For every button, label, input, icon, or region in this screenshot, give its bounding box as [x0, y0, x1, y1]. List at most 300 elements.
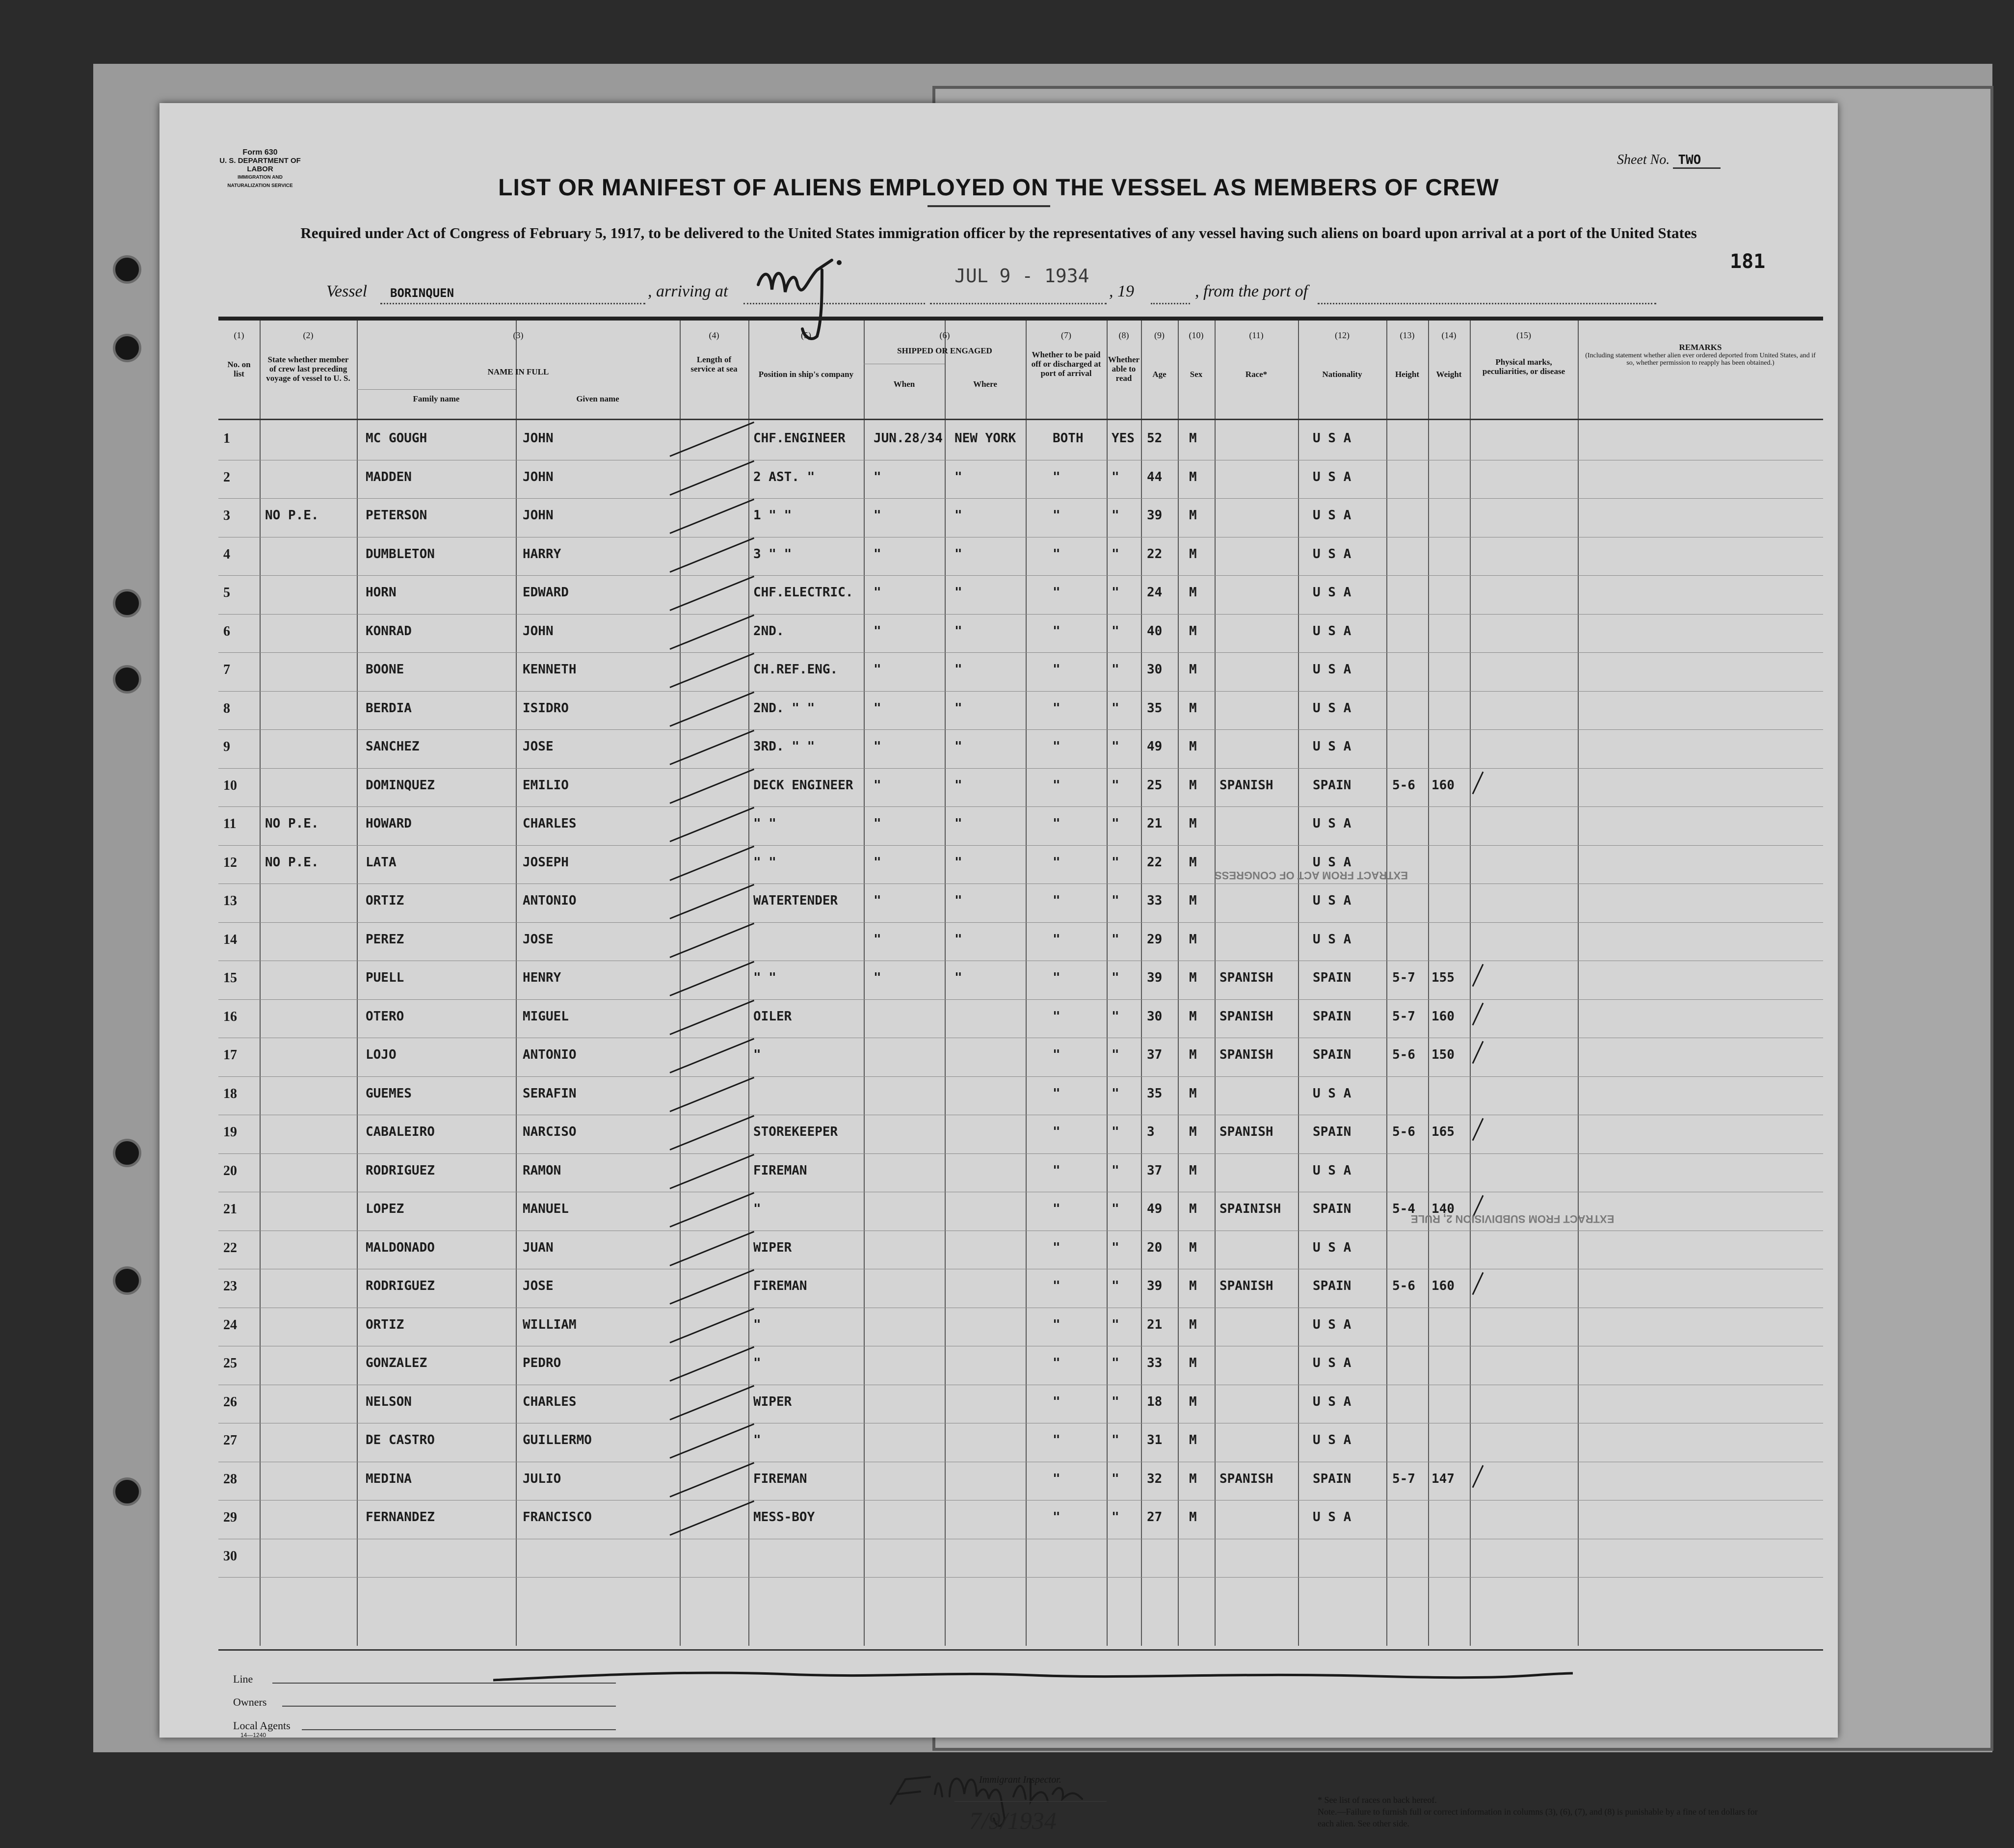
cell-position: WIPER [753, 1240, 792, 1255]
cell-age: 21 [1147, 1317, 1163, 1332]
cell-given-name: MIGUEL [523, 1009, 569, 1024]
cell-able-to-read: " [1112, 546, 1119, 562]
length-of-service-mark [669, 1308, 754, 1343]
cell-age: 35 [1147, 1086, 1163, 1101]
cell-family-name: LOJO [366, 1047, 397, 1062]
cell-age: 39 [1147, 970, 1163, 985]
length-of-service-mark [669, 961, 754, 996]
cell-able-to-read: " [1112, 585, 1119, 600]
cell-family-name: PETERSON [366, 508, 427, 523]
table-row [218, 537, 1823, 575]
cell-list-number: 19 [223, 1125, 237, 1140]
cell-able-to-read: " [1112, 932, 1119, 947]
cell-paid-off: " [1053, 970, 1060, 985]
cell-shipped-when: " [874, 893, 881, 908]
inspector-signature [876, 1760, 1121, 1848]
length-of-service-mark [669, 1462, 754, 1497]
row-rule [218, 1577, 1823, 1578]
cell-nationality: U S A [1313, 508, 1352, 523]
cell-age: 22 [1147, 855, 1163, 870]
cell-able-to-read: " [1112, 1163, 1119, 1178]
length-of-service-mark [669, 576, 754, 611]
cell-able-to-read: " [1112, 1125, 1119, 1139]
cell-position: " [753, 1202, 761, 1216]
header-bottom-rule [218, 419, 1823, 420]
cell-family-name: DOMINQUEZ [366, 777, 435, 793]
cell-race: SPANISH [1219, 1279, 1273, 1293]
cell-able-to-read: " [1112, 1356, 1119, 1370]
cell-position: CH.REF.ENG. [753, 662, 838, 677]
length-of-service-mark [669, 807, 754, 842]
cell-able-to-read: " [1112, 1433, 1119, 1447]
inspector-date: 7/9/1934 [969, 1807, 1057, 1834]
cell-given-name: FRANCISCO [523, 1510, 592, 1525]
cell-list-number: 25 [223, 1356, 237, 1371]
cell-sex: M [1189, 1433, 1197, 1447]
cell-weight: 160 [1431, 777, 1455, 793]
cell-sex: M [1189, 1356, 1197, 1370]
cell-family-name: MADDEN [366, 469, 412, 484]
cell-list-number: 18 [223, 1086, 237, 1101]
cell-given-name: JOHN [523, 431, 554, 446]
table-row [218, 845, 1823, 884]
cell-nationality: SPAIN [1313, 1125, 1352, 1139]
line-rule [272, 1683, 616, 1684]
cell-age: 25 [1147, 777, 1163, 793]
cell-paid-off: " [1053, 1202, 1060, 1216]
cell-height: 5-6 [1392, 1279, 1415, 1293]
cell-family-name: PUELL [366, 970, 404, 985]
check-mark [1472, 1002, 1484, 1025]
cell-family-name: SANCHEZ [366, 739, 420, 754]
cell-sex: M [1189, 1510, 1197, 1525]
column-number: (4) [709, 330, 719, 340]
cell-family-name: NELSON [366, 1394, 412, 1409]
cell-paid-off: " [1053, 855, 1060, 870]
cell-shipped-where: " [954, 623, 962, 639]
form-number: Form 630 [242, 148, 278, 157]
cell-paid-off: " [1053, 1394, 1060, 1409]
cell-able-to-read: " [1112, 1317, 1119, 1332]
column-number: (7) [1061, 330, 1071, 340]
vessel-label: Vessel [326, 282, 368, 300]
cell-family-name: LOPEZ [366, 1202, 404, 1216]
year-label: , 19 [1109, 282, 1134, 300]
header-shipped-or-engaged: SHIPPED OR ENGAGED [897, 346, 992, 355]
page-title: LIST OR MANIFEST OF ALIENS EMPLOYED ON THE VESSEL AS MEMBERS OF CREW [498, 175, 1499, 201]
cell-sex: M [1189, 508, 1197, 523]
cell-position: WATERTENDER [753, 893, 838, 908]
cell-given-name: JOSEPH [523, 855, 569, 870]
cell-family-name: HORN [366, 585, 397, 600]
cell-paid-off: " [1053, 1317, 1060, 1332]
cell-race: SPANISH [1219, 1047, 1273, 1062]
footer [218, 1649, 1823, 1739]
cell-age: 37 [1147, 1163, 1163, 1178]
cell-nationality: U S A [1313, 893, 1352, 908]
cell-age: 22 [1147, 546, 1163, 562]
cell-given-name: ANTONIO [523, 1047, 577, 1062]
header-paid-off: Whether to be paid off or discharged at port of arrival [1031, 350, 1101, 378]
cell-family-name: BERDIA [366, 700, 412, 716]
cell-able-to-read: " [1112, 855, 1119, 870]
cell-age: 18 [1147, 1394, 1163, 1409]
cell-shipped-when: " [874, 739, 881, 754]
cell-race: SPANISH [1219, 1471, 1273, 1486]
cell-nationality: U S A [1313, 1433, 1352, 1447]
cell-weight: 160 [1431, 1009, 1455, 1024]
cell-nationality: U S A [1313, 816, 1352, 831]
cell-given-name: KENNETH [523, 662, 577, 677]
sheet-label: Sheet No. [1617, 152, 1670, 167]
header-length-of-service: Length of service at sea [690, 355, 738, 374]
cell-given-name: JOHN [523, 623, 554, 639]
length-of-service-mark [669, 999, 754, 1035]
cell-nationality: U S A [1313, 623, 1352, 639]
cell-age: 27 [1147, 1510, 1163, 1525]
cell-race: SPANISH [1219, 970, 1273, 985]
cell-paid-off: " [1053, 1163, 1060, 1178]
cell-paid-off: " [1053, 508, 1060, 523]
table-row [218, 421, 1823, 459]
table-row [218, 575, 1823, 614]
cell-shipped-where: NEW YORK [954, 431, 1016, 446]
cell-able-to-read: " [1112, 700, 1119, 716]
title-underline [928, 205, 1050, 207]
cell-race: SPANISH [1219, 777, 1273, 793]
cell-family-name: RODRIGUEZ [366, 1163, 435, 1178]
table-row [218, 1385, 1823, 1423]
cell-sex: M [1189, 1047, 1197, 1062]
table-row [218, 1462, 1823, 1500]
cell-shipped-where: " [954, 932, 962, 947]
page-subtitle: Required under Act of Congress of February 5, 1917, to be delivered to the United States immigration officer by the representatives of any vessel having such aliens on board upon arrival at a port of the United States [300, 224, 1697, 241]
table-row [218, 884, 1823, 922]
cell-weight: 165 [1431, 1125, 1455, 1139]
cell-race: SPANISH [1219, 1125, 1273, 1139]
cell-position: " " [753, 816, 776, 831]
cell-able-to-read: YES [1112, 431, 1135, 446]
table-row [218, 999, 1823, 1038]
column-number: (5) [801, 330, 811, 340]
cell-sex: M [1189, 1202, 1197, 1216]
cell-age: 39 [1147, 1279, 1163, 1293]
length-of-service-mark [669, 1192, 754, 1228]
cell-given-name: JOSE [523, 932, 554, 947]
cell-sex: M [1189, 932, 1197, 947]
table-row [218, 1115, 1823, 1153]
cell-prior-voyage-note: NO P.E. [265, 855, 319, 870]
vessel-line [326, 282, 1794, 307]
cell-shipped-when: " [874, 970, 881, 985]
cell-position: " [753, 1356, 761, 1370]
cell-able-to-read: " [1112, 1471, 1119, 1486]
cell-age: 33 [1147, 893, 1163, 908]
header-physical-marks: Physical marks, peculiarities, or disease [1482, 357, 1565, 376]
table-row [218, 1346, 1823, 1384]
agents-form-number: 14—1240 [240, 1732, 266, 1739]
cell-family-name: ORTIZ [366, 893, 404, 908]
vessel-name: BORINQUEN [390, 286, 454, 300]
cell-given-name: JUAN [523, 1240, 554, 1255]
cell-paid-off: " [1053, 1279, 1060, 1293]
cell-age: 33 [1147, 1356, 1163, 1370]
cell-age: 49 [1147, 1202, 1163, 1216]
cell-list-number: 26 [223, 1394, 237, 1410]
cell-shipped-when: " [874, 700, 881, 716]
cell-sex: M [1189, 1394, 1197, 1409]
cell-given-name: ISIDRO [523, 700, 569, 716]
punch-hole [113, 1477, 141, 1506]
cell-position: FIREMAN [753, 1163, 807, 1178]
cell-nationality: U S A [1313, 431, 1352, 446]
cell-nationality: SPAIN [1313, 1471, 1352, 1486]
cell-shipped-when: " [874, 546, 881, 562]
length-of-service-mark [669, 1269, 754, 1305]
cell-list-number: 1 [223, 431, 230, 446]
cell-age: 49 [1147, 739, 1163, 754]
cell-able-to-read: " [1112, 1202, 1119, 1216]
table-row [218, 1539, 1823, 1577]
cell-nationality: U S A [1313, 739, 1352, 754]
cell-sex: M [1189, 1163, 1197, 1178]
cell-sex: M [1189, 1317, 1197, 1332]
cell-weight: 140 [1431, 1202, 1455, 1216]
check-mark [1472, 1465, 1484, 1488]
cell-list-number: 7 [223, 662, 230, 677]
manifest-sheet [159, 103, 1838, 1834]
header-where: Where [973, 379, 997, 389]
cell-shipped-when: JUN.28/34 [874, 431, 943, 446]
length-of-service-mark [669, 1385, 754, 1420]
header-age: Age [1152, 370, 1166, 379]
cell-paid-off: " [1053, 662, 1060, 677]
cell-age: 44 [1147, 469, 1163, 484]
cell-height: 5-4 [1392, 1202, 1415, 1216]
cell-paid-off: " [1053, 1009, 1060, 1024]
cell-able-to-read: " [1112, 1279, 1119, 1293]
cell-sex: M [1189, 623, 1197, 639]
cell-age: 39 [1147, 508, 1163, 523]
header-weight: Weight [1436, 370, 1462, 379]
cell-given-name: MANUEL [523, 1202, 569, 1216]
table-row [218, 961, 1823, 999]
cell-nationality: U S A [1313, 1356, 1352, 1370]
cell-given-name: GUILLERMO [523, 1433, 592, 1447]
cell-position: " " [753, 970, 776, 985]
cell-list-number: 28 [223, 1471, 237, 1487]
cell-weight: 160 [1431, 1279, 1455, 1293]
cell-given-name: EMILIO [523, 777, 569, 793]
cell-list-number: 2 [223, 469, 230, 485]
table-row [218, 729, 1823, 768]
cell-family-name: CABALEIRO [366, 1125, 435, 1139]
cell-paid-off: " [1053, 700, 1060, 716]
owners-rule [282, 1706, 616, 1707]
cell-able-to-read: " [1112, 469, 1119, 484]
cell-nationality: U S A [1313, 1163, 1352, 1178]
cell-position: 3 " " [753, 546, 792, 562]
table-row [218, 768, 1823, 806]
cell-able-to-read: " [1112, 508, 1119, 523]
cell-weight: 147 [1431, 1471, 1455, 1486]
column-number: (9) [1154, 330, 1165, 340]
cell-able-to-read: " [1112, 1394, 1119, 1409]
table-row [218, 1423, 1823, 1461]
cell-given-name: WILLIAM [523, 1317, 577, 1332]
cell-paid-off: " [1053, 623, 1060, 639]
table-row [218, 1308, 1823, 1346]
local-agents-label: Local Agents [233, 1719, 291, 1732]
check-mark [1472, 1272, 1484, 1295]
inspector-label: Immigrant Inspector. [979, 1774, 1061, 1785]
cell-given-name: PEDRO [523, 1356, 561, 1370]
cell-sex: M [1189, 1279, 1197, 1293]
length-of-service-mark [669, 884, 754, 919]
cell-shipped-when: " [874, 662, 881, 677]
cell-age: 31 [1147, 1433, 1163, 1447]
cell-list-number: 12 [223, 855, 237, 870]
check-mark [1472, 1118, 1484, 1141]
length-of-service-mark [669, 499, 754, 534]
header-family-name: Family name [413, 394, 460, 403]
remarks-title: REMARKS [1679, 343, 1722, 352]
length-of-service-mark [669, 922, 754, 958]
header-name-in-full: NAME IN FULL [487, 367, 549, 376]
cell-paid-off: " [1053, 546, 1060, 562]
sheet-number [1617, 152, 1721, 168]
cell-height: 5-6 [1392, 1047, 1415, 1062]
check-mark [1472, 771, 1484, 794]
cell-paid-off: " [1053, 469, 1060, 484]
footer-notes [1318, 1794, 1759, 1829]
cell-family-name: MC GOUGH [366, 431, 427, 446]
cell-family-name: LATA [366, 855, 397, 870]
cell-position: 2ND. " " [753, 700, 815, 716]
cell-shipped-where: " [954, 970, 962, 985]
cell-sex: M [1189, 816, 1197, 831]
cell-height: 5-7 [1392, 1471, 1415, 1486]
header-sex: Sex [1190, 370, 1203, 379]
length-of-service-mark [669, 691, 754, 726]
column-number: (2) [303, 330, 314, 340]
length-of-service-mark [669, 768, 754, 803]
cell-sex: M [1189, 893, 1197, 908]
cell-age: 20 [1147, 1240, 1163, 1255]
cell-given-name: NARCISO [523, 1125, 577, 1139]
cell-shipped-where: " [954, 469, 962, 484]
cell-sex: M [1189, 777, 1197, 793]
cell-age: 30 [1147, 662, 1163, 677]
table-row [218, 614, 1823, 652]
cell-list-number: 14 [223, 932, 237, 947]
cell-given-name: JOHN [523, 469, 554, 484]
cell-family-name: RODRIGUEZ [366, 1279, 435, 1293]
owners-label: Owners [233, 1696, 267, 1708]
cell-weight: 155 [1431, 970, 1455, 985]
page-number: 181 [1730, 250, 1766, 273]
cell-race: SPANISH [1219, 1009, 1273, 1024]
cell-family-name: DUMBLETON [366, 546, 435, 562]
cell-nationality: U S A [1313, 1086, 1352, 1101]
table-row [218, 1231, 1823, 1269]
cell-family-name: OTERO [366, 1009, 404, 1024]
table-row [218, 1076, 1823, 1115]
column-number: (12) [1335, 330, 1350, 340]
cell-list-number: 13 [223, 893, 237, 909]
cell-position: MESS-BOY [753, 1510, 815, 1525]
vessel-dotline [380, 303, 645, 304]
cell-able-to-read: " [1112, 662, 1119, 677]
cell-list-number: 29 [223, 1510, 237, 1525]
cell-list-number: 5 [223, 585, 230, 600]
cell-shipped-where: " [954, 816, 962, 831]
bleed-through-text: EXTRACT FROM SUBDIVISION 2, RULE [1411, 1213, 1615, 1225]
cell-age: 52 [1147, 431, 1163, 446]
check-mark [1472, 1041, 1484, 1064]
remarks-note: (Including statement whether alien ever ordered deported from United States, and if so, whether permission to reapply has been obtained.) [1585, 352, 1816, 367]
cell-nationality: SPAIN [1313, 1009, 1352, 1024]
cell-shipped-when: " [874, 585, 881, 600]
cell-family-name: MEDINA [366, 1471, 412, 1486]
cell-able-to-read: " [1112, 777, 1119, 793]
cell-able-to-read: " [1112, 739, 1119, 754]
length-of-service-mark [669, 1500, 754, 1536]
cell-nationality: U S A [1313, 1240, 1352, 1255]
cell-able-to-read: " [1112, 816, 1119, 831]
cell-shipped-when: " [874, 623, 881, 639]
cell-able-to-read: " [1112, 1086, 1119, 1101]
length-of-service-mark [669, 1231, 754, 1266]
cell-sex: M [1189, 970, 1197, 985]
length-of-service-mark [669, 1076, 754, 1112]
cell-given-name: RAMON [523, 1163, 561, 1178]
cell-position: CHF.ELECTRIC. [753, 585, 853, 600]
cell-paid-off: BOTH [1053, 431, 1084, 446]
cell-sex: M [1189, 546, 1197, 562]
header-remarks [1583, 343, 1818, 367]
cell-list-number: 30 [223, 1548, 237, 1564]
cell-nationality: U S A [1313, 546, 1352, 562]
cell-prior-voyage-note: NO P.E. [265, 508, 319, 523]
table-row [218, 460, 1823, 498]
cell-position: OILER [753, 1009, 792, 1024]
cell-paid-off: " [1053, 585, 1060, 600]
table-row [218, 806, 1823, 845]
table-row [218, 1269, 1823, 1307]
column-number: (3) [513, 330, 524, 340]
cell-sex: M [1189, 855, 1197, 870]
table-row [218, 1038, 1823, 1076]
length-of-service-mark [669, 1423, 754, 1459]
cell-family-name: BOONE [366, 662, 404, 677]
cell-paid-off: " [1053, 1471, 1060, 1486]
cell-given-name: HENRY [523, 970, 561, 985]
local-agents-rule [302, 1729, 616, 1730]
cell-height: 5-7 [1392, 970, 1415, 985]
cell-family-name: FERNANDEZ [366, 1510, 435, 1525]
cell-paid-off: " [1053, 1356, 1060, 1370]
cell-nationality: SPAIN [1313, 777, 1352, 793]
cell-nationality: U S A [1313, 1394, 1352, 1409]
cell-prior-voyage-note: NO P.E. [265, 816, 319, 831]
header-race: Race* [1245, 370, 1268, 379]
cell-paid-off: " [1053, 739, 1060, 754]
cell-list-number: 6 [223, 623, 230, 639]
header-state-whether: State whether member of crew last preceding voyage of vessel to U. S. [266, 355, 350, 383]
service-name: IMMIGRATION AND NATURALIZATION SERVICE [227, 175, 293, 188]
cell-position: DECK ENGINEER [753, 777, 853, 793]
